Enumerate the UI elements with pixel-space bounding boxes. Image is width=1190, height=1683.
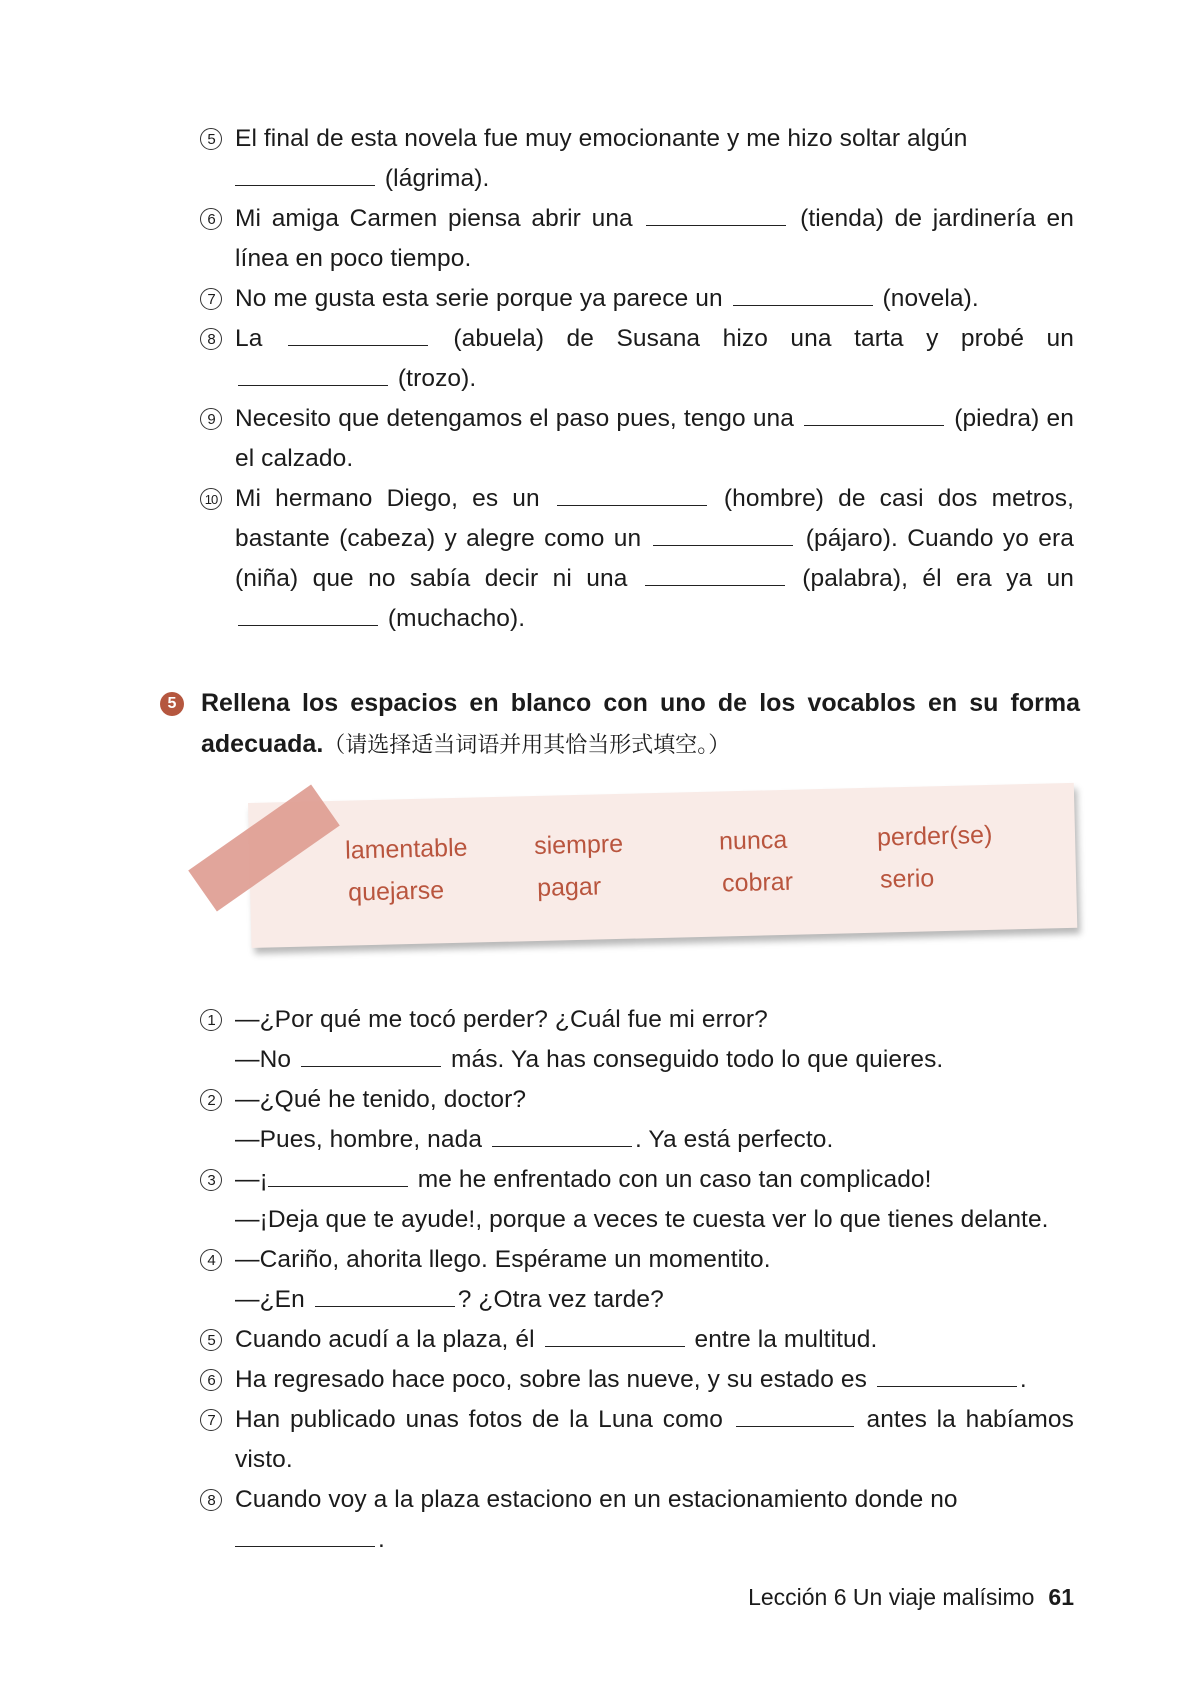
- page-footer: [748, 1584, 1074, 1611]
- instruction-chinese: （请选择适当词语并用其恰当形式填空。）: [323, 733, 731, 758]
- answer-blank[interactable]: [736, 1404, 854, 1427]
- answer-blank[interactable]: [268, 1164, 408, 1187]
- exercise-item-6b: 6 Ha regresado hace poco, sobre las nueve, y su estado es .: [200, 1360, 1074, 1400]
- answer-blank[interactable]: [653, 523, 793, 546]
- item-number: 8: [200, 1489, 222, 1511]
- word-quejarse: quejarse: [347, 876, 445, 907]
- answer-blank[interactable]: [235, 1524, 375, 1547]
- exercise-item-10: 10 Mi hermano Diego, es un (hombre) de casi dos metros, bastante (cabeza) y alegre como un (pájaro). Cuando yo era (niña) que no sabía decir ni una (palabra), él era ya un (muchacho).: [200, 479, 1074, 639]
- item-number: 10: [200, 488, 222, 510]
- item-number: 5: [200, 1329, 222, 1351]
- item-number: 6: [200, 208, 222, 230]
- exercise-item-2: 2 —¿Qué he tenido, doctor? —Pues, hombre, nada . Ya está perfecto.: [200, 1080, 1074, 1160]
- exercise-item-8b: 8 Cuando voy a la plaza estaciono en un estacionamiento donde no .: [200, 1480, 1074, 1560]
- lesson-title: Lección 6 Un viaje malísimo: [748, 1584, 1035, 1610]
- answer-blank[interactable]: [235, 163, 375, 186]
- item-number: 7: [200, 288, 222, 310]
- exercise-item-4: 4 —Cariño, ahorita llego. Espérame un momentito. —¿En ? ¿Otra vez tarde?: [200, 1240, 1074, 1320]
- answer-blank[interactable]: [315, 1284, 455, 1307]
- answer-blank[interactable]: [557, 483, 707, 506]
- word-nunca: nunca: [718, 825, 788, 856]
- word-perderse: perder(se): [876, 820, 993, 852]
- exercise-item-6: 6 Mi amiga Carmen piensa abrir una (tienda) de jardinería en línea en poco tiempo.: [200, 199, 1074, 279]
- answer-blank[interactable]: [238, 363, 388, 386]
- word-serio: serio: [879, 864, 935, 894]
- answer-blank[interactable]: [733, 283, 873, 306]
- exercise-item-7: 7 No me gusta esta serie porque ya parece un (novela).: [200, 279, 1074, 319]
- item-number: 9: [200, 408, 222, 430]
- exercise-item-7b: 7 Han publicado unas fotos de la Luna como antes la habíamos visto.: [200, 1400, 1074, 1480]
- exercise-item-1: 1 —¿Por qué me tocó perder? ¿Cuál fue mi error? —No más. Ya has conseguido todo lo que quieres.: [200, 1000, 1074, 1080]
- item-number: 5: [200, 128, 222, 150]
- answer-blank[interactable]: [646, 203, 786, 226]
- word-pagar: pagar: [536, 872, 602, 902]
- word-cobrar: cobrar: [721, 867, 794, 898]
- item-number: 6: [200, 1369, 222, 1391]
- answer-blank[interactable]: [804, 403, 944, 426]
- answer-blank[interactable]: [301, 1044, 441, 1067]
- item-number: 7: [200, 1409, 222, 1431]
- answer-blank[interactable]: [645, 563, 785, 586]
- word-lamentable: lamentable: [344, 833, 468, 865]
- item-number: 8: [200, 328, 222, 350]
- item-number: 4: [200, 1249, 222, 1271]
- exercise-item-3: 3 —¡ me he enfrentado con un caso tan complicado! —¡Deja que te ayude!, porque a veces te cuesta ver lo que tienes delante.: [200, 1160, 1074, 1240]
- page-number: 61: [1048, 1584, 1074, 1610]
- answer-blank[interactable]: [288, 323, 428, 346]
- instruction: Rellena los espacios en blanco con uno de los vocablos en su forma adecuada.: [201, 689, 1080, 758]
- section-heading: [160, 683, 1080, 766]
- exercise-item-5b: 5 Cuando acudí a la plaza, él entre la multitud.: [200, 1320, 1074, 1360]
- answer-blank[interactable]: [238, 603, 378, 626]
- answer-blank[interactable]: [545, 1324, 685, 1347]
- word-siempre: siempre: [533, 829, 624, 861]
- word-bank-card: [248, 783, 1077, 948]
- item-number: 3: [200, 1169, 222, 1191]
- exercise-item-5: 5 El final de esta novela fue muy emocionante y me hizo soltar algún (lágrima).: [200, 119, 1074, 199]
- answer-blank[interactable]: [877, 1364, 1017, 1387]
- exercise-item-8: 8 La (abuela) de Susana hizo una tarta y probé un (trozo).: [200, 319, 1074, 399]
- section-number-badge: 5: [160, 692, 184, 716]
- answer-blank[interactable]: [492, 1124, 632, 1147]
- item-number: 2: [200, 1089, 222, 1111]
- exercise-item-9: 9 Necesito que detengamos el paso pues, tengo una (piedra) en el calzado.: [200, 399, 1074, 479]
- item-number: 1: [200, 1009, 222, 1031]
